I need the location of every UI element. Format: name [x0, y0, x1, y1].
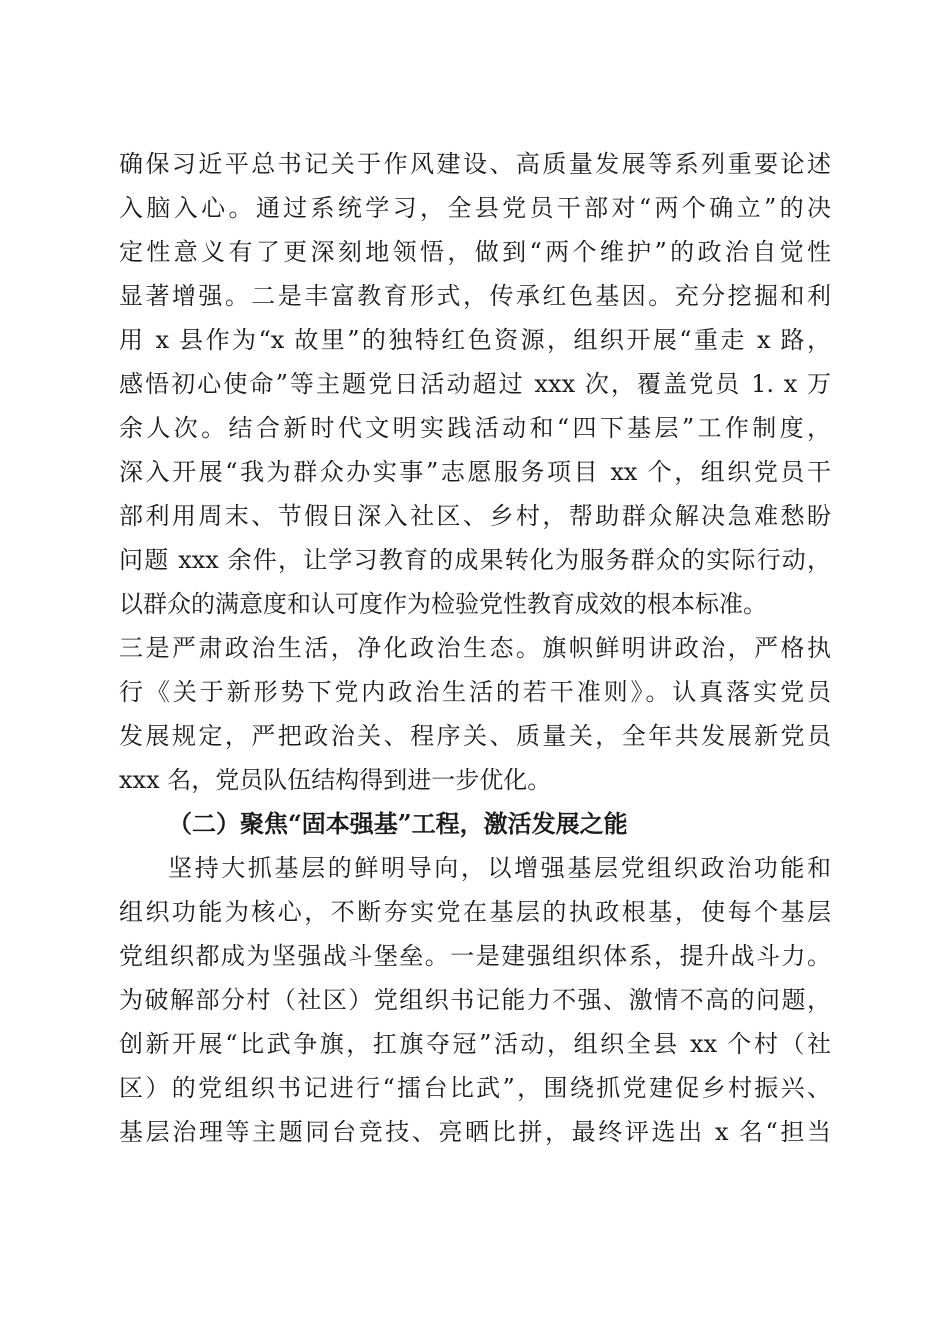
text-line: 问题 xxx 余件，让学习教育的成果转化为服务群众的实际行动， [119, 546, 831, 574]
text-line: xxx 名，党员队伍结构得到进一步优化。 [119, 766, 552, 794]
text-line: 组织功能为核心，不断夯实党在基层的执政根基，使每个基层 [119, 898, 831, 926]
text-line: 以群众的满意度和认可度作为检验党性教育成效的根本标准。 [119, 590, 767, 618]
text-line: 发展规定，严把政治关、程序关、质量关，全年共发展新党员 [119, 722, 831, 750]
text-line: 为破解部分村（社区）党组织书记能力不强、激情不高的问题， [119, 986, 831, 1014]
text-line: 深入开展“我为群众办实事”志愿服务项目 xx 个，组织党员干 [119, 458, 831, 486]
text-line: 定性意义有了更深刻地领悟，做到“两个维护”的政治自觉性 [119, 238, 831, 266]
section-heading: （二）聚焦“固本强基”工程，激活发展之能 [168, 809, 628, 838]
text-line: 坚持大抓基层的鲜明导向，以增强基层党组织政治功能和 [168, 854, 831, 882]
text-line: 显著增强。二是丰富教育形式，传承红色基因。充分挖掘和利 [119, 282, 831, 310]
text-line: 基层治理等主题同台竞技、亮晒比拼，最终评选出 x 名“担当 [119, 1118, 831, 1146]
text-line: 区）的党组织书记进行“擂台比武”，围绕抓党建促乡村振兴、 [119, 1074, 831, 1102]
text-line: 行《关于新形势下党内政治生活的若干准则》。认真落实党员 [119, 678, 831, 706]
text-line: 用 x 县作为“x 故里”的独特红色资源，组织开展“重走 x 路， [119, 326, 831, 354]
text-line: 创新开展“比武争旗，扛旗夺冠”活动，组织全县 xx 个村（社 [119, 1030, 831, 1058]
text-line: 部利用周末、节假日深入社区、乡村，帮助群众解决急难愁盼 [119, 502, 831, 530]
text-line: 三是严肃政治生活，净化政治生态。旗帜鲜明讲政治，严格执 [119, 634, 831, 662]
text-line: 感悟初心使命”等主题党日活动超过 xxx 次，覆盖党员 1. x 万 [119, 370, 831, 398]
text-line: 党组织都成为坚强战斗堡垒。一是建强组织体系，提升战斗力。 [119, 942, 831, 970]
text-line: 确保习近平总书记关于作风建设、高质量发展等系列重要论述 [119, 150, 831, 178]
text-line: 余人次。结合新时代文明实践活动和“四下基层”工作制度， [119, 414, 831, 442]
text-line: 入脑入心。通过系统学习，全县党员干部对“两个确立”的决 [119, 194, 831, 222]
